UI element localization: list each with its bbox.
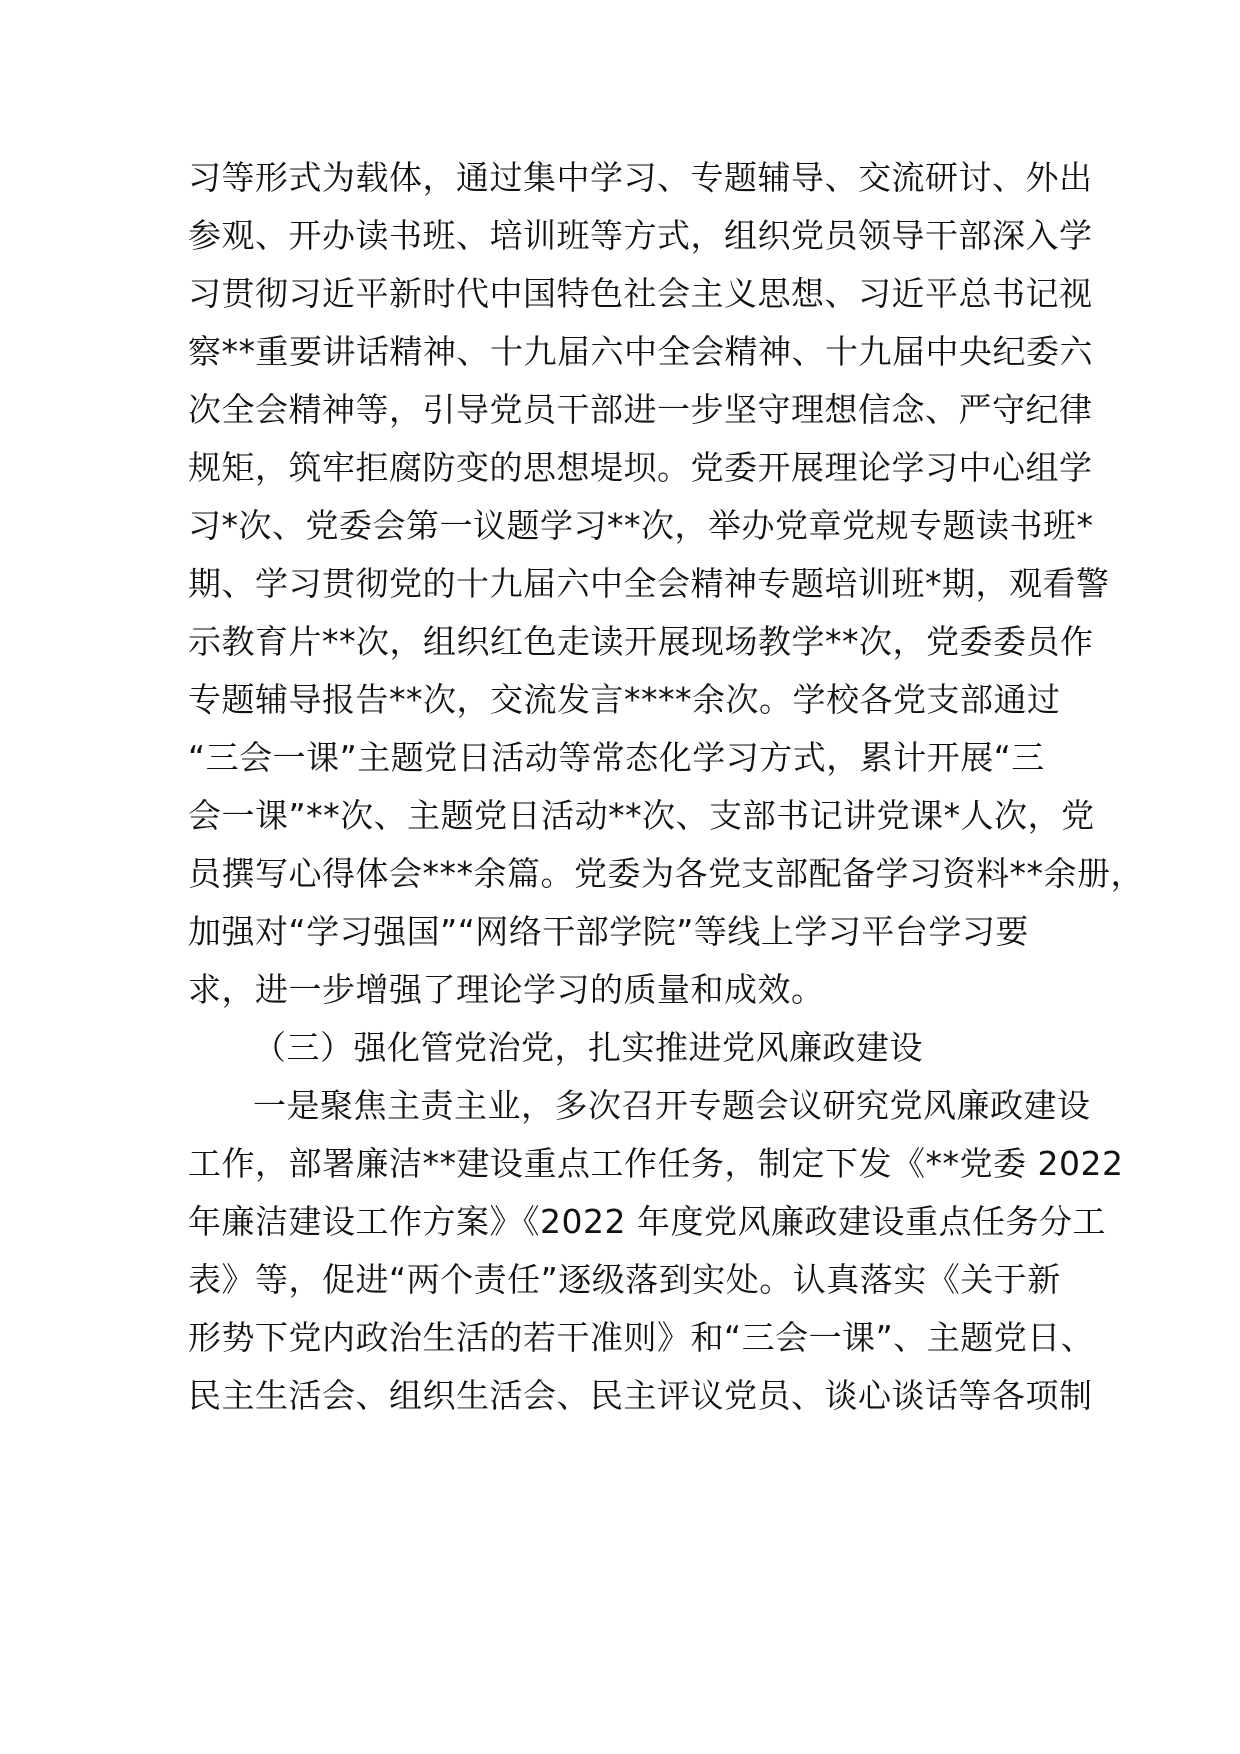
body-text-line: 工作，部署廉洁**建设重点工作任务，制定下发《**党委 2022 — [188, 1144, 1124, 1183]
body-text-line: 示教育片**次，组织红色走读开展现场教学**次，党委委员作 — [188, 622, 1094, 661]
body-text-line: 察**重要讲话精神、十九届六中全会精神、十九届中央纪委六 — [188, 332, 1093, 371]
body-text-line: 习等形式为载体，通过集中学习、专题辅导、交流研讨、外出 — [188, 158, 1093, 197]
body-text-line: 专题辅导报告**次，交流发言****余次。学校各党支部通过 — [188, 680, 1061, 719]
section-heading: （三）强化管党治党，扎实推进党风廉政建设 — [253, 1028, 923, 1067]
body-text-line: 会一课”**次、主题党日活动**次、支部书记讲党课*人次，党 — [188, 796, 1095, 835]
body-text-line: 习*次、党委会第一议题学习**次，举办党章党规专题读书班* — [188, 506, 1094, 545]
body-text-line: 员撰写心得体会***余篇。党委为各党支部配备学习资料**余册， — [188, 854, 1144, 893]
body-text-line: 形势下党内政治生活的若干准则》和“三会一课”、主题党日、 — [188, 1318, 1095, 1357]
body-text-line: “三会一课”主题党日活动等常态化学习方式，累计开展“三 — [188, 738, 1045, 777]
body-text-line: 期、学习贯彻党的十九届六中全会精神专题培训班*期，观看警 — [188, 564, 1110, 603]
body-text-line: 表》等，促进“两个责任”逐级落到实处。认真落实《关于新 — [188, 1260, 1061, 1299]
body-text-line: 次全会精神等，引导党员干部进一步坚守理想信念、严守纪律 — [188, 390, 1093, 429]
body-text-line: 年廉洁建设工作方案》《2022 年度党风廉政建设重点任务分工 — [188, 1202, 1106, 1241]
body-text-line: 规矩，筑牢拒腐防变的思想堤坝。党委开展理论学习中心组学 — [188, 448, 1093, 487]
body-text-line: 加强对“学习强国”“网络干部学院”等线上学习平台学习要 — [188, 912, 1029, 951]
body-text-line: 求，进一步增强了理论学习的质量和成效。 — [188, 970, 825, 1009]
body-text-line: 习贯彻习近平新时代中国特色社会主义思想、习近平总书记视 — [188, 274, 1093, 313]
body-text-line: 一是聚焦主责主业，多次召开专题会议研究党风廉政建设 — [253, 1086, 1091, 1125]
body-text-line: 参观、开办读书班、培训班等方式，组织党员领导干部深入学 — [188, 216, 1093, 255]
body-text-line: 民主生活会、组织生活会、民主评议党员、谈心谈话等各项制 — [188, 1376, 1093, 1415]
